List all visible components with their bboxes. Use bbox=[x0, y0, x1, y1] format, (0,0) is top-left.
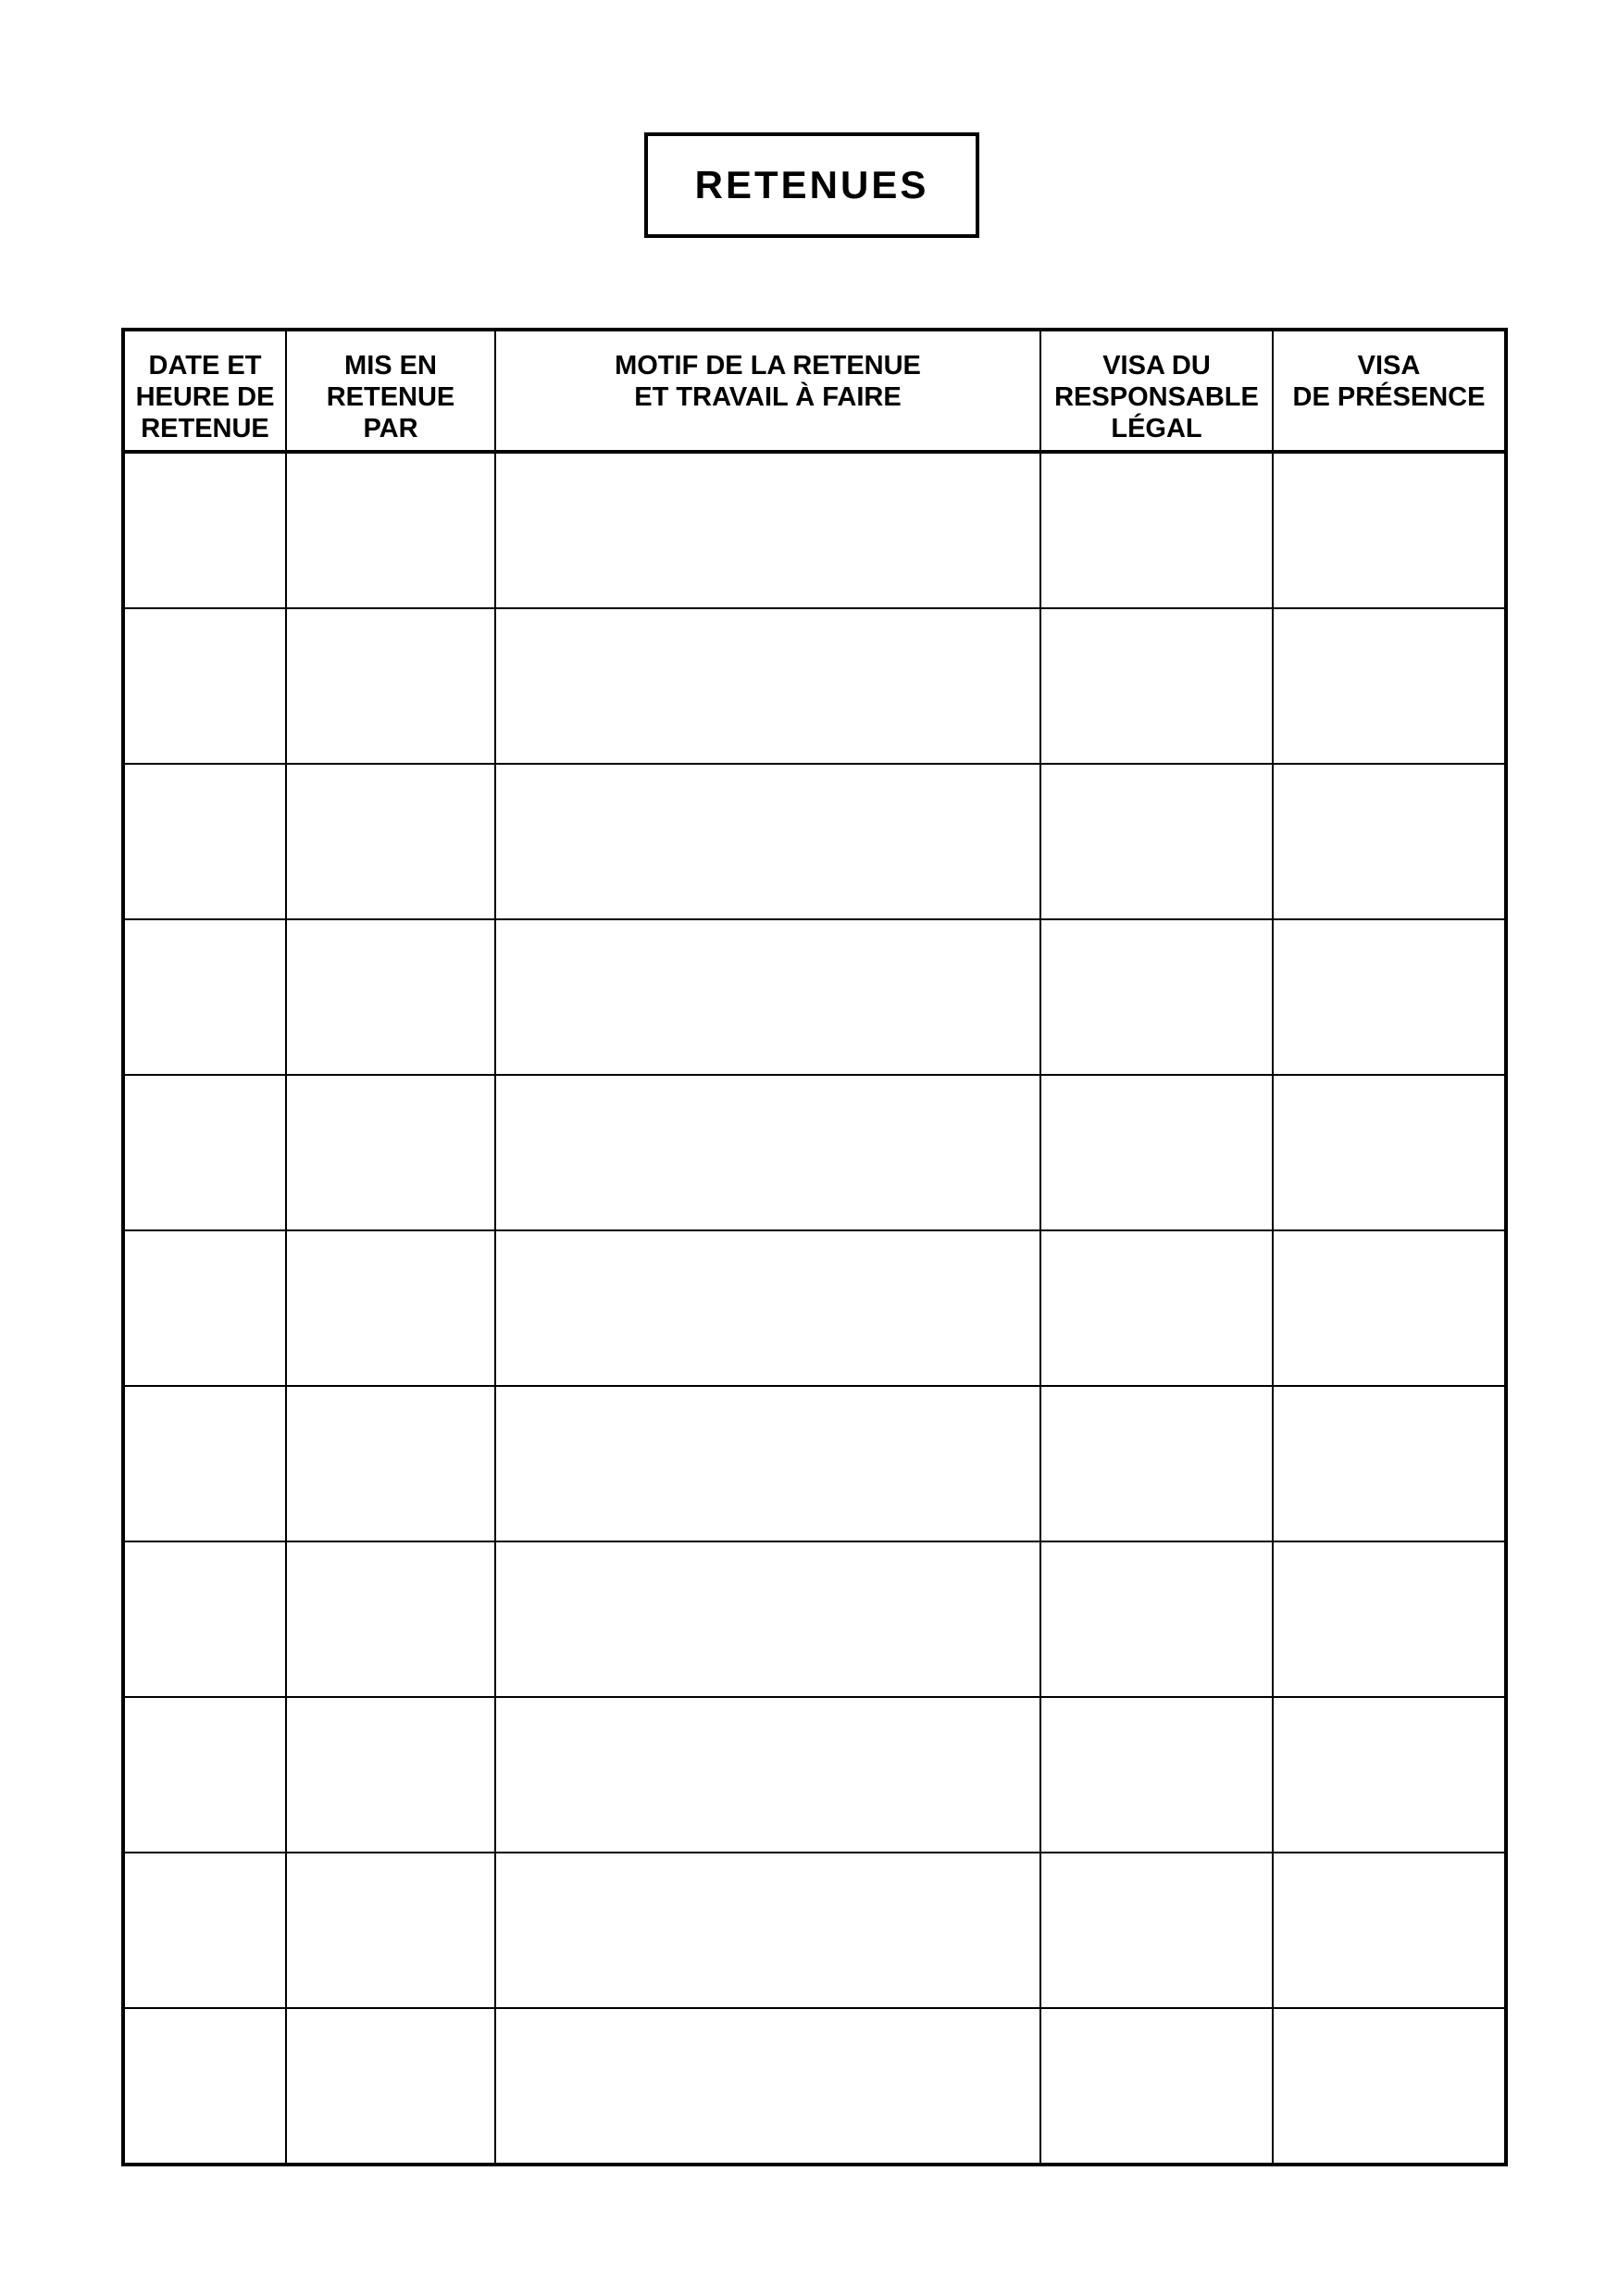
visa-presence-cell[interactable] bbox=[1273, 919, 1506, 1075]
header-row bbox=[123, 330, 1506, 452]
motif-cell[interactable] bbox=[495, 919, 1040, 1075]
date-heure-cell[interactable] bbox=[123, 1853, 286, 2008]
table-body bbox=[123, 452, 1506, 2165]
visa-presence-cell[interactable] bbox=[1273, 1541, 1506, 1697]
motif-cell[interactable] bbox=[495, 1541, 1040, 1697]
page-title: RETENUES bbox=[694, 163, 929, 206]
header-motif: MOTIF DE LA RETENUE ET TRAVAIL À FAIRE bbox=[495, 330, 1040, 452]
table-row bbox=[123, 919, 1506, 1075]
visa-responsable-cell[interactable] bbox=[1040, 1853, 1273, 2008]
mis-en-retenue-par-cell[interactable] bbox=[286, 1075, 495, 1230]
motif-cell[interactable] bbox=[495, 1853, 1040, 2008]
mis-en-retenue-par-cell[interactable] bbox=[286, 1386, 495, 1541]
visa-responsable-cell[interactable] bbox=[1040, 1075, 1273, 1230]
mis-en-retenue-par-cell[interactable] bbox=[286, 2008, 495, 2165]
visa-presence-cell[interactable] bbox=[1273, 608, 1506, 764]
table-row bbox=[123, 608, 1506, 764]
table-row bbox=[123, 452, 1506, 608]
date-heure-cell[interactable] bbox=[123, 452, 286, 608]
date-heure-cell[interactable] bbox=[123, 764, 286, 919]
mis-en-retenue-par-cell[interactable] bbox=[286, 764, 495, 919]
date-heure-cell[interactable] bbox=[123, 1075, 286, 1230]
visa-presence-cell[interactable] bbox=[1273, 1230, 1506, 1386]
visa-responsable-cell[interactable] bbox=[1040, 1386, 1273, 1541]
date-heure-cell[interactable] bbox=[123, 919, 286, 1075]
date-heure-cell[interactable] bbox=[123, 1697, 286, 1853]
header-mis-en-retenue-par: MIS EN RETENUE PAR bbox=[286, 330, 495, 452]
visa-responsable-cell[interactable] bbox=[1040, 1541, 1273, 1697]
motif-cell[interactable] bbox=[495, 1230, 1040, 1386]
visa-presence-cell[interactable] bbox=[1273, 764, 1506, 919]
table-row bbox=[123, 2008, 1506, 2165]
visa-responsable-cell[interactable] bbox=[1040, 919, 1273, 1075]
mis-en-retenue-par-cell[interactable] bbox=[286, 1230, 495, 1386]
date-heure-cell[interactable] bbox=[123, 1386, 286, 1541]
table-row bbox=[123, 1230, 1506, 1386]
visa-responsable-cell[interactable] bbox=[1040, 2008, 1273, 2165]
title-box bbox=[644, 132, 979, 238]
motif-cell[interactable] bbox=[495, 452, 1040, 608]
header-visa-presence: VISA DE PRÉSENCE bbox=[1273, 330, 1506, 452]
motif-cell[interactable] bbox=[495, 1697, 1040, 1853]
visa-presence-cell[interactable] bbox=[1273, 2008, 1506, 2165]
motif-cell[interactable] bbox=[495, 764, 1040, 919]
mis-en-retenue-par-cell[interactable] bbox=[286, 1853, 495, 2008]
mis-en-retenue-par-cell[interactable] bbox=[286, 1541, 495, 1697]
header-date-heure: DATE ET HEURE DE RETENUE bbox=[123, 330, 286, 452]
visa-responsable-cell[interactable] bbox=[1040, 608, 1273, 764]
visa-responsable-cell[interactable] bbox=[1040, 764, 1273, 919]
visa-responsable-cell[interactable] bbox=[1040, 452, 1273, 608]
mis-en-retenue-par-cell[interactable] bbox=[286, 1697, 495, 1853]
date-heure-cell[interactable] bbox=[123, 2008, 286, 2165]
motif-cell[interactable] bbox=[495, 608, 1040, 764]
visa-presence-cell[interactable] bbox=[1273, 452, 1506, 608]
mis-en-retenue-par-cell[interactable] bbox=[286, 608, 495, 764]
visa-presence-cell[interactable] bbox=[1273, 1697, 1506, 1853]
retenues-table bbox=[121, 328, 1508, 2166]
header-visa-responsable: VISA DU RESPONSABLE LÉGAL bbox=[1040, 330, 1273, 452]
motif-cell[interactable] bbox=[495, 2008, 1040, 2165]
date-heure-cell[interactable] bbox=[123, 1541, 286, 1697]
motif-cell[interactable] bbox=[495, 1386, 1040, 1541]
visa-presence-cell[interactable] bbox=[1273, 1853, 1506, 2008]
visa-presence-cell[interactable] bbox=[1273, 1075, 1506, 1230]
mis-en-retenue-par-cell[interactable] bbox=[286, 452, 495, 608]
table-row bbox=[123, 1075, 1506, 1230]
table-row bbox=[123, 1697, 1506, 1853]
table-row bbox=[123, 764, 1506, 919]
table-row bbox=[123, 1541, 1506, 1697]
table-row bbox=[123, 1386, 1506, 1541]
table-row bbox=[123, 1853, 1506, 2008]
visa-responsable-cell[interactable] bbox=[1040, 1697, 1273, 1853]
date-heure-cell[interactable] bbox=[123, 1230, 286, 1386]
visa-responsable-cell[interactable] bbox=[1040, 1230, 1273, 1386]
mis-en-retenue-par-cell[interactable] bbox=[286, 919, 495, 1075]
motif-cell[interactable] bbox=[495, 1075, 1040, 1230]
visa-presence-cell[interactable] bbox=[1273, 1386, 1506, 1541]
date-heure-cell[interactable] bbox=[123, 608, 286, 764]
